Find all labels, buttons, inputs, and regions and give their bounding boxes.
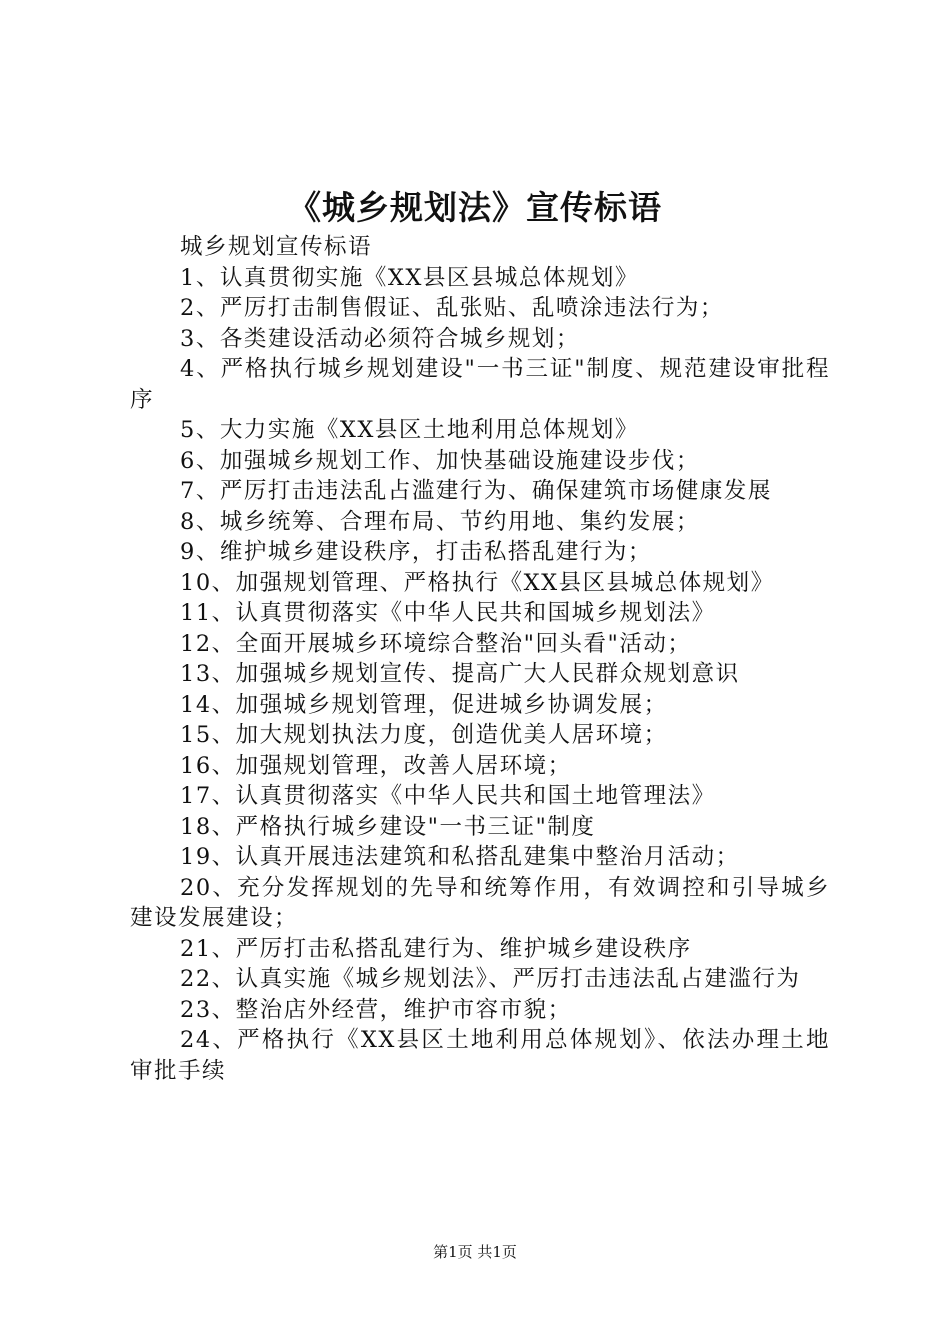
list-item: 22、认真实施《城乡规划法》、严厉打击违法乱占建滥行为 bbox=[180, 966, 801, 992]
list-item: 23、整治店外经营，维护市容市貌； bbox=[180, 996, 572, 1023]
list-item: 4、严格执行城乡规划建设"一书三证"制度、规范建设审批程序 bbox=[130, 356, 830, 413]
list-item: 10、加强规划管理、严格执行《XX县区县城总体规划》 bbox=[180, 569, 775, 596]
list-item: 3、各类建设活动必须符合城乡规划； bbox=[180, 325, 580, 352]
list-item: 5、大力实施《XX县区土地利用总体规划》 bbox=[180, 417, 639, 443]
list-item: 13、加强城乡规划宣传、提高广大人民群众规划意识 bbox=[180, 661, 740, 687]
list-item: 8、城乡统筹、合理布局、节约用地、集约发展； bbox=[180, 508, 700, 535]
list-item: 24、严格执行《XX县区土地利用总体规划》、依法办理土地审批手续 bbox=[130, 1027, 830, 1084]
list-item: 6、加强城乡规划工作、加快基础设施建设步伐； bbox=[180, 447, 700, 474]
list-item: 17、认真贯彻落实《中华人民共和国土地管理法》 bbox=[180, 783, 716, 809]
document-title: 《城乡规划法》宣传标语 bbox=[288, 188, 662, 227]
list-item: 11、认真贯彻落实《中华人民共和国城乡规划法》 bbox=[180, 600, 716, 626]
list-item: 1、认真贯彻实施《XX县区县城总体规划》 bbox=[180, 264, 639, 291]
document-body bbox=[130, 232, 830, 1086]
list-item: 20、充分发挥规划的先导和统筹作用，有效调控和引导城乡建设发展建设； bbox=[130, 874, 830, 931]
list-item: 12、全面开展城乡环境综合整治"回头看"活动； bbox=[180, 630, 692, 657]
list-item: 21、严厉打击私搭乱建行为、维护城乡建设秩序 bbox=[180, 935, 692, 962]
page-footer: 第1页 共1页 bbox=[433, 1243, 517, 1261]
subtitle: 城乡规划宣传标语 bbox=[180, 234, 373, 260]
list-item: 9、维护城乡建设秩序，打击私搭乱建行为； bbox=[180, 539, 652, 565]
list-item: 15、加大规划执法力度，创造优美人居环境； bbox=[180, 722, 668, 748]
list-item: 7、严厉打击违法乱占滥建行为、确保建筑市场健康发展 bbox=[180, 478, 772, 504]
list-item: 16、加强规划管理，改善人居环境； bbox=[180, 752, 572, 779]
list-item: 2、严厉打击制售假证、乱张贴、乱喷涂违法行为； bbox=[180, 295, 724, 321]
list-item: 19、认真开展违法建筑和私搭乱建集中整治月活动； bbox=[180, 844, 740, 870]
list-item: 18、严格执行城乡建设"一书三证"制度 bbox=[180, 813, 596, 840]
list-item: 14、加强城乡规划管理，促进城乡协调发展； bbox=[180, 691, 668, 718]
